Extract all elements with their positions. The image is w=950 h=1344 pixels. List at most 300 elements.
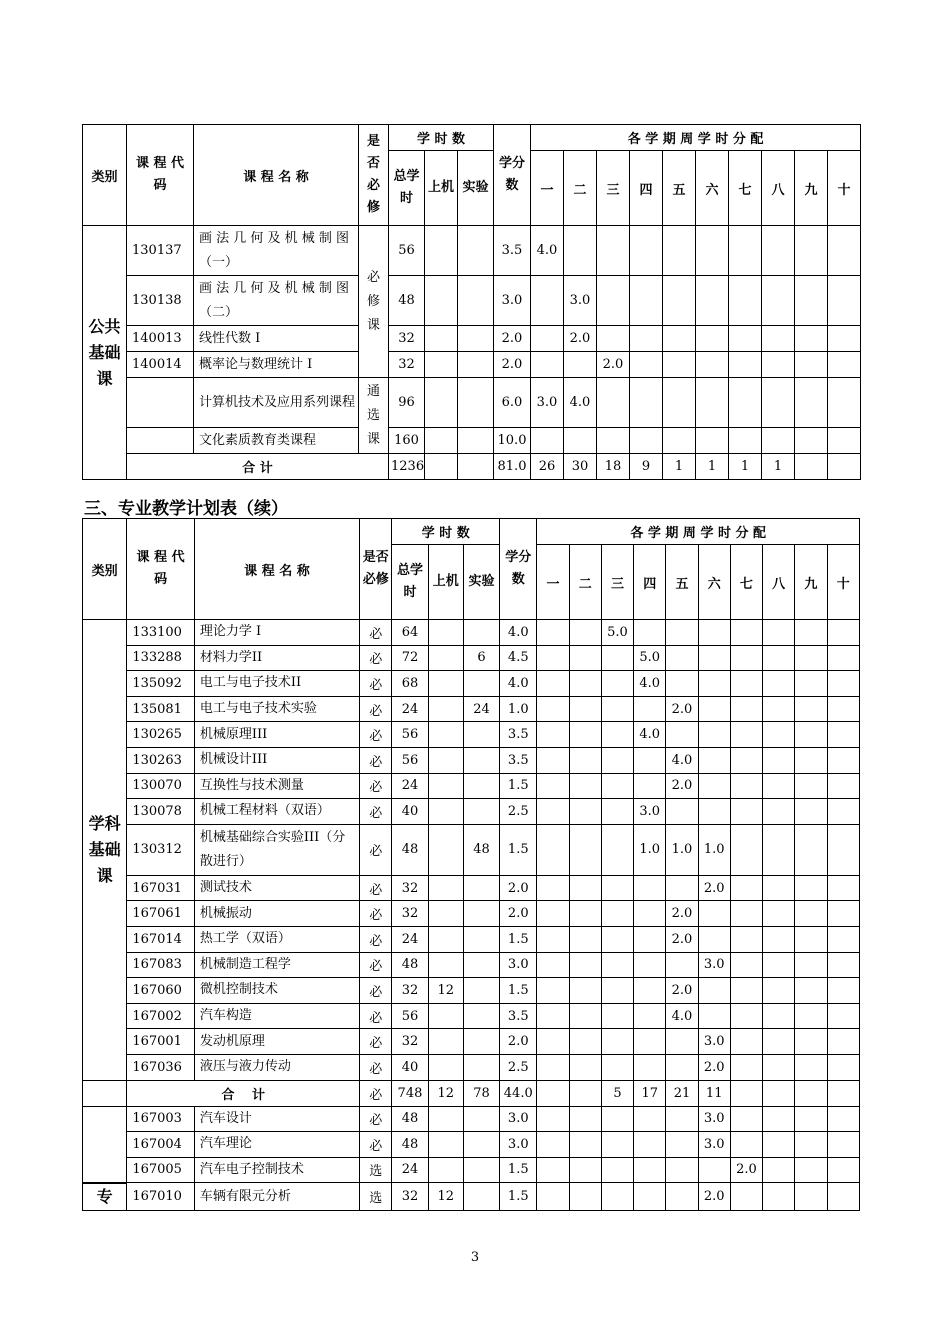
header-total-hours: 总学时 [392, 545, 428, 620]
semester-hours [763, 1003, 795, 1029]
lab-hours: 6 [463, 645, 499, 671]
semester-hours [828, 454, 861, 480]
semester-hours [569, 747, 601, 773]
credits: 2.5 [500, 799, 537, 825]
semester-hours: 2.0 [666, 773, 698, 799]
semester-hours [795, 620, 827, 646]
course-name: 材料力学II [194, 645, 359, 671]
semester-hours [828, 276, 861, 326]
semester-hours: 5.0 [634, 645, 666, 671]
semester-hours [730, 926, 762, 952]
semester-hours [730, 1080, 762, 1106]
semester-hours [827, 722, 859, 748]
total-hours: 64 [392, 620, 428, 646]
semester-hours [569, 1132, 601, 1158]
semester-hours [763, 824, 795, 875]
semester-hours [537, 952, 569, 978]
semester-hours [795, 1054, 827, 1080]
semester-hours [827, 1157, 859, 1183]
semester-hours [601, 747, 633, 773]
semester-hours [827, 1080, 859, 1106]
total-hours: 72 [392, 645, 428, 671]
semester-hours [537, 1106, 569, 1132]
required-flag: 必 [360, 671, 392, 697]
computer-hours [428, 1054, 463, 1080]
semester-hours [696, 428, 729, 454]
credits: 2.0 [494, 326, 531, 352]
semester-hours [698, 722, 730, 748]
semester-hours [827, 1003, 859, 1029]
semester-hours: 3.0 [698, 1106, 730, 1132]
semester-hours [601, 696, 633, 722]
semester-hours [537, 824, 569, 875]
credits: 1.5 [500, 824, 537, 875]
lab-hours [463, 1054, 499, 1080]
semester-hours [762, 428, 795, 454]
semester-hours [763, 696, 795, 722]
credits: 2.0 [500, 901, 537, 927]
semester-hours [537, 1157, 569, 1183]
semester-hours [729, 226, 762, 276]
semester-hours [730, 620, 762, 646]
semester-hours [663, 378, 696, 428]
course-name: 计算机技术及应用系列课程 [194, 378, 359, 428]
semester-hours [730, 645, 762, 671]
credits: 1.5 [500, 1183, 537, 1211]
semester-hours: 26 [531, 454, 564, 480]
semester-hours [828, 326, 861, 352]
semester-hours: 1.0 [666, 824, 698, 875]
semester-hours [698, 926, 730, 952]
semester-hours: 3.0 [698, 952, 730, 978]
semester-hours [763, 722, 795, 748]
semester-hours [828, 226, 861, 276]
course-code: 130078 [127, 799, 195, 825]
computer-hours [428, 773, 463, 799]
semester-hours [537, 926, 569, 952]
header-sem: 十 [827, 545, 859, 620]
credits: 1.5 [500, 926, 537, 952]
semester-hours [601, 645, 633, 671]
category-cell-empty [83, 1080, 127, 1106]
credits: 1.5 [500, 978, 537, 1004]
header-code: 课 程 代 码 [127, 519, 195, 620]
semester-hours [531, 352, 564, 378]
semester-hours [537, 875, 569, 901]
semester-hours [730, 901, 762, 927]
required-flag: 必 [360, 773, 392, 799]
semester-hours [634, 1132, 666, 1158]
semester-hours [666, 1132, 698, 1158]
semester-hours [763, 1106, 795, 1132]
course-name: 机械基础综合实验III（分散进行） [194, 824, 359, 875]
semester-hours: 4.0 [666, 747, 698, 773]
credits: 2.5 [500, 1054, 537, 1080]
header-sem: 二 [564, 151, 597, 226]
header-sem: 一 [537, 545, 569, 620]
course-code: 167060 [127, 978, 195, 1004]
table-row [83, 747, 860, 773]
table2-body [83, 620, 860, 1211]
header-sem: 七 [730, 545, 762, 620]
course-code: 167031 [127, 875, 195, 901]
semester-hours [795, 1157, 827, 1183]
lab-hours [458, 378, 494, 428]
header-required: 是否必修 [359, 125, 389, 226]
semester-hours [763, 952, 795, 978]
computer-hours: 12 [428, 1183, 463, 1211]
lab-hours: 78 [463, 1080, 499, 1106]
semester-hours [537, 901, 569, 927]
lab-hours [458, 226, 494, 276]
semester-hours [698, 799, 730, 825]
semester-hours [666, 1157, 698, 1183]
course-name: 机械设计III [194, 747, 359, 773]
semester-hours [730, 1054, 762, 1080]
course-name: 汽车理论 [194, 1132, 359, 1158]
total-row [83, 1080, 860, 1106]
semester-hours [730, 952, 762, 978]
required-flag: 必 [360, 1029, 392, 1055]
semester-hours [827, 1029, 859, 1055]
semester-hours [634, 901, 666, 927]
semester-hours [634, 1054, 666, 1080]
semester-hours [795, 799, 827, 825]
category-cell-empty [83, 1106, 127, 1183]
category-cell: 学科基础课 [83, 620, 127, 1081]
semester-hours [730, 1183, 762, 1211]
semester-hours [698, 645, 730, 671]
computer-hours [425, 226, 458, 276]
semester-hours [795, 1003, 827, 1029]
semester-hours [730, 773, 762, 799]
semester-hours [601, 1183, 633, 1211]
computer-hours [428, 901, 463, 927]
semester-hours [763, 671, 795, 697]
total-hours: 160 [389, 428, 425, 454]
total-hours: 68 [392, 671, 428, 697]
table-row [83, 978, 860, 1004]
course-code: 130265 [127, 722, 195, 748]
course-name: 画 法 几 何 及 机 械 制 图（一） [194, 226, 359, 276]
required-flag: 必 [360, 1132, 392, 1158]
semester-hours [537, 620, 569, 646]
credits: 3.5 [500, 747, 537, 773]
header-computer: 上机 [428, 545, 463, 620]
lab-hours [463, 952, 499, 978]
semester-hours: 21 [666, 1080, 698, 1106]
required-flag: 必 [360, 824, 392, 875]
lab-hours [463, 671, 499, 697]
total-hours: 56 [389, 226, 425, 276]
total-label: 合 计 [127, 1080, 360, 1106]
semester-hours [634, 747, 666, 773]
lab-hours [458, 276, 494, 326]
semester-hours [795, 1106, 827, 1132]
total-hours: 48 [392, 1132, 428, 1158]
section-title: 三、专业教学计划表（续） [84, 499, 288, 519]
semester-hours [569, 671, 601, 697]
semester-hours [795, 326, 828, 352]
total-hours: 96 [389, 378, 425, 428]
semester-hours [763, 773, 795, 799]
header-sem: 二 [569, 545, 601, 620]
semester-hours [762, 326, 795, 352]
semester-hours [827, 671, 859, 697]
semester-hours [569, 1080, 601, 1106]
lab-hours [463, 875, 499, 901]
semester-hours [569, 875, 601, 901]
table-row [83, 645, 860, 671]
semester-hours: 11 [698, 1080, 730, 1106]
credits: 10.0 [494, 428, 531, 454]
page-number: 3 [470, 1250, 480, 1265]
semester-hours: 4.0 [531, 226, 564, 276]
header-sem: 六 [698, 545, 730, 620]
semester-hours [634, 1157, 666, 1183]
public-basic-course-table [82, 124, 861, 480]
credits: 4.0 [500, 671, 537, 697]
computer-hours [425, 352, 458, 378]
lab-hours [463, 978, 499, 1004]
semester-hours [564, 352, 597, 378]
total-hours: 1236 [389, 454, 425, 480]
credits: 3.0 [500, 1106, 537, 1132]
semester-hours: 4.0 [666, 1003, 698, 1029]
semester-hours [531, 428, 564, 454]
semester-hours [730, 799, 762, 825]
course-code: 167003 [127, 1106, 195, 1132]
computer-hours [428, 645, 463, 671]
semester-hours [763, 1132, 795, 1158]
credits: 3.5 [500, 722, 537, 748]
semester-hours [827, 799, 859, 825]
semester-hours [601, 671, 633, 697]
semester-hours [795, 824, 827, 875]
semester-hours: 1 [729, 454, 762, 480]
semester-hours [634, 1183, 666, 1211]
lab-hours [463, 1132, 499, 1158]
header-sem: 一 [531, 151, 564, 226]
total-hours: 48 [392, 824, 428, 875]
semester-hours: 4.0 [634, 671, 666, 697]
course-code: 130070 [127, 773, 195, 799]
table-row [83, 1132, 860, 1158]
table-row [83, 1183, 860, 1211]
course-name: 画 法 几 何 及 机 械 制 图（二） [194, 276, 359, 326]
semester-hours: 5.0 [601, 620, 633, 646]
semester-hours [666, 799, 698, 825]
semester-hours: 3.0 [698, 1029, 730, 1055]
total-hours: 32 [392, 1183, 428, 1211]
course-code: 130263 [127, 747, 195, 773]
semester-hours [698, 773, 730, 799]
table-row [83, 378, 861, 428]
semester-hours [663, 352, 696, 378]
course-code: 140014 [127, 352, 194, 378]
semester-hours [795, 428, 828, 454]
credits: 2.0 [500, 875, 537, 901]
course-name: 概率论与数理统计 I [194, 352, 359, 378]
total-hours: 24 [392, 926, 428, 952]
table-row [83, 428, 861, 454]
lab-hours [463, 1183, 499, 1211]
semester-hours [827, 824, 859, 875]
computer-hours [428, 671, 463, 697]
semester-hours [537, 722, 569, 748]
credits: 1.5 [500, 773, 537, 799]
semester-hours [537, 1183, 569, 1211]
semester-hours [795, 1183, 827, 1211]
course-name: 热工学（双语） [194, 926, 359, 952]
table-row [83, 824, 860, 875]
semester-hours [827, 978, 859, 1004]
semester-hours [795, 747, 827, 773]
header-lab: 实验 [463, 545, 499, 620]
semester-hours [601, 824, 633, 875]
total-hours: 32 [392, 1029, 428, 1055]
lab-hours [458, 352, 494, 378]
semester-hours [537, 1029, 569, 1055]
credits: 2.0 [500, 1029, 537, 1055]
category-cell: 专 [83, 1183, 127, 1211]
course-code: 130138 [127, 276, 194, 326]
computer-hours [428, 696, 463, 722]
computer-hours [428, 1029, 463, 1055]
required-flag: 必 [360, 1054, 392, 1080]
required-flag: 必 [360, 645, 392, 671]
computer-hours [428, 952, 463, 978]
total-row [83, 454, 861, 480]
semester-hours [763, 978, 795, 1004]
semester-hours [827, 875, 859, 901]
semester-hours [663, 226, 696, 276]
total-hours: 48 [392, 952, 428, 978]
course-name: 电工与电子技术实验 [194, 696, 359, 722]
semester-hours [763, 620, 795, 646]
total-hours: 40 [392, 1054, 428, 1080]
course-name: 互换性与技术测量 [194, 773, 359, 799]
credits: 1.0 [500, 696, 537, 722]
computer-hours [425, 428, 458, 454]
semester-hours [698, 901, 730, 927]
semester-hours [597, 326, 630, 352]
course-name: 机械制造工程学 [194, 952, 359, 978]
computer-hours [428, 722, 463, 748]
semester-hours: 3.0 [698, 1132, 730, 1158]
semester-hours [730, 824, 762, 875]
header-sem: 六 [696, 151, 729, 226]
semester-hours [827, 1183, 859, 1211]
table-row [83, 1157, 860, 1183]
semester-hours [601, 978, 633, 1004]
semester-hours [601, 722, 633, 748]
semester-hours [601, 926, 633, 952]
semester-hours [537, 696, 569, 722]
total-hours: 56 [392, 1003, 428, 1029]
header-credits: 学分数 [494, 125, 531, 226]
course-code: 135081 [127, 696, 195, 722]
course-code: 167004 [127, 1132, 195, 1158]
computer-hours [428, 875, 463, 901]
computer-hours: 12 [428, 1080, 463, 1106]
required-flag: 必 [360, 620, 392, 646]
semester-hours [601, 1132, 633, 1158]
semester-hours [663, 428, 696, 454]
computer-hours [425, 378, 458, 428]
lab-hours [458, 454, 494, 480]
semester-hours [666, 1183, 698, 1211]
header-sem: 四 [630, 151, 663, 226]
semester-hours [597, 378, 630, 428]
semester-hours [696, 276, 729, 326]
semester-hours: 2.0 [666, 926, 698, 952]
semester-hours [537, 773, 569, 799]
semester-hours [763, 1029, 795, 1055]
semester-hours [827, 952, 859, 978]
course-code: 140013 [127, 326, 194, 352]
semester-hours [601, 875, 633, 901]
semester-hours [730, 747, 762, 773]
semester-hours [666, 1029, 698, 1055]
semester-hours [666, 722, 698, 748]
semester-hours [666, 1054, 698, 1080]
semester-hours: 1 [663, 454, 696, 480]
semester-hours [730, 1003, 762, 1029]
table-row [83, 671, 860, 697]
lab-hours [463, 773, 499, 799]
semester-hours [795, 1029, 827, 1055]
semester-hours [795, 1080, 827, 1106]
lab-hours [458, 428, 494, 454]
semester-hours [795, 645, 827, 671]
semester-hours [537, 1132, 569, 1158]
header-semesters: 各 学 期 周 学 时 分 配 [537, 519, 860, 545]
semester-hours: 1.0 [634, 824, 666, 875]
required-flag: 必 [360, 901, 392, 927]
header-sem: 四 [634, 545, 666, 620]
course-code: 135092 [127, 671, 195, 697]
semester-hours [666, 875, 698, 901]
credits: 2.0 [494, 352, 531, 378]
course-name: 机械原理III [194, 722, 359, 748]
semester-hours [666, 1106, 698, 1132]
computer-hours [425, 326, 458, 352]
computer-hours [428, 1106, 463, 1132]
semester-hours: 30 [564, 454, 597, 480]
semester-hours [537, 799, 569, 825]
semester-hours [730, 978, 762, 1004]
credits: 3.0 [494, 276, 531, 326]
semester-hours [828, 352, 861, 378]
course-name: 理论力学 I [194, 620, 359, 646]
course-name: 电工与电子技术II [194, 671, 359, 697]
semester-hours [601, 1157, 633, 1183]
semester-hours [569, 1029, 601, 1055]
semester-hours [569, 696, 601, 722]
semester-hours [601, 1029, 633, 1055]
semester-hours [795, 1132, 827, 1158]
table-row [83, 1106, 860, 1132]
semester-hours [634, 952, 666, 978]
table-row [83, 773, 860, 799]
course-code: 130137 [127, 226, 194, 276]
total-hours: 32 [389, 326, 425, 352]
semester-hours [827, 901, 859, 927]
lab-hours [463, 799, 499, 825]
semester-hours [795, 696, 827, 722]
semester-hours [795, 926, 827, 952]
